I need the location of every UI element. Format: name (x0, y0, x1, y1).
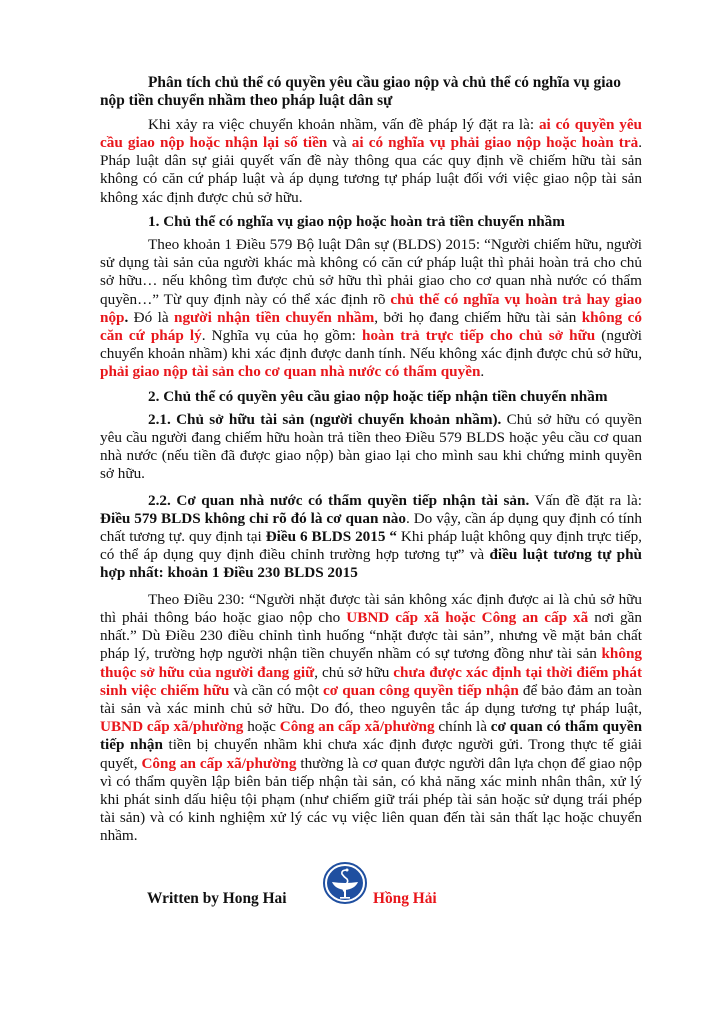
highlight: Công an cấp xã/phường (279, 718, 435, 736)
text: Theo khoản 1 Điều 579 Bộ luật Dân sự (BLDS) 2015: “Người chiếm hữu, người sử dụng tài sản của người khác mà không có căn cứ pháp luật thì phải hoàn trả cho chủ sở hữu… nếu không tìm được chủ sở hữu thì phải giao cho cơ quan nhà nước có thẩm quyền…” Từ quy định này có thể xác định rõ (100, 236, 642, 308)
highlight: phải giao nộp tài sản cho cơ quan nhà nước có thẩm quyền (100, 363, 481, 381)
highlight: người nhận tiền chuyển nhầm (174, 308, 375, 326)
text: và cần có một (229, 681, 323, 699)
signature-footer (147, 862, 487, 918)
highlight: không có căn cứ pháp lý (100, 308, 642, 345)
text: Chủ sở hữu có quyền yêu cầu người đang chiếm hữu hoàn trả tiền theo Điều 579 BLDS hoặc yêu cầu cơ quan nhà nước (nếu tiền đã được giao nộp) bàn giao lại cho mình sau khi chứng minh quyền sở hữu. (100, 410, 642, 483)
text: chính là (434, 718, 491, 736)
subheading: 2.1. Chủ sở hữu tài sản (người chuyển khoản nhầm). (148, 410, 502, 428)
text: . (480, 363, 485, 381)
document-title: Phân tích chủ thể có quyền yêu cầu giao nộp và chủ thể có nghĩa vụ giao nộp tiền chuyển nhầm theo pháp luật dân sự (100, 74, 621, 110)
text: để bảo đảm an toàn tài sản và xác minh chủ sở hữu. Do đó, theo nguyên tắc áp dụng tương tự pháp luật, (100, 681, 642, 717)
text: . (124, 308, 129, 326)
text: . Pháp luật dân sự giải quyết vấn đề này thông qua các quy định về chiếm hữu tài sản không có căn cứ pháp luật và áp dụng tương tự pháp luật đối với việc giao nộp tài sản không xác định được chủ sở hữu. (100, 134, 642, 206)
written-by: Written by Hong Hai (147, 890, 287, 907)
section-2-2-paragraph (100, 492, 642, 583)
text: Đó là (128, 308, 174, 326)
text: và (327, 134, 352, 152)
highlight: UBND cấp xã hoặc Công an cấp xã (346, 608, 589, 626)
section-2-1-paragraph (100, 411, 642, 484)
text: . Do vậy, cần áp dụng quy định có tính chất tương tự. quy định tại (100, 509, 642, 546)
text: (người chuyển khoản nhầm) khi xác định được danh tính. Nếu không xác định được chủ sở hữu, (100, 327, 642, 363)
text: điều luật tương tự phù hợp nhất: khoản 1 Điều 230 BLDS 2015 (100, 546, 642, 582)
text: Điều 579 BLDS không chỉ rõ đó là cơ quan nào (100, 509, 406, 527)
text: Khi xảy ra việc chuyển khoản nhầm, vấn đề pháp lý đặt ra là: (148, 115, 539, 133)
text: , chủ sở hữu (314, 663, 394, 681)
brand-name: Hồng Hải (373, 890, 437, 907)
highlight: hoàn trả trực tiếp cho chủ sở hữu (362, 327, 596, 345)
text: hoặc (243, 718, 280, 736)
text: Khi pháp luật không quy định trực tiếp, có thể áp dụng quy định điều chỉnh trường hợp tương tự” và (100, 528, 642, 564)
highlight: chủ thể có nghĩa vụ hoàn trả hay giao nộp (100, 290, 642, 326)
pharmacy-logo-icon (323, 862, 367, 904)
text: Vấn đề đặt ra là: (529, 491, 642, 509)
text: , bởi họ đang chiếm hữu tài sản (374, 308, 582, 326)
text: Điều 6 BLDS 2015 (265, 528, 386, 546)
highlight: không thuộc sở hữu của người đang giữ (100, 645, 642, 681)
document-page (100, 74, 642, 846)
section-2-heading: 2. Chủ thể có quyền yêu cầu giao nộp hoặc tiếp nhận tiền chuyển nhầm (148, 387, 608, 405)
highlight: ai có nghĩa vụ phải giao nộp hoặc hoàn trả (351, 134, 639, 152)
text: Theo Điều 230: “Người nhặt được tài sản không xác định được ai là chủ sở hữu thì phải thông báo hoặc giao nộp cho (100, 590, 642, 626)
text: “ (385, 528, 397, 546)
highlight: Công an cấp xã/phường (141, 754, 297, 772)
text: cơ quan có thẩm quyền tiếp nhận (100, 718, 643, 754)
highlight: cơ quan công quyền tiếp nhận (322, 681, 519, 699)
text: tiền bị chuyển nhầm khi chưa xác định được người gửi. Trong thực tế giải quyết, (100, 736, 642, 772)
text: . Nghĩa vụ của họ gồm: (201, 327, 363, 345)
highlight: chưa được xác định tại thời điểm phát sinh việc chiếm hữu (100, 663, 643, 699)
section-1-heading: 1. Chủ thể có nghĩa vụ giao nộp hoặc hoàn trả tiền chuyển nhầm (148, 212, 565, 230)
intro-paragraph (100, 116, 642, 207)
section-1-paragraph (100, 236, 642, 382)
subheading: 2.2. Cơ quan nhà nước có thẩm quyền tiếp nhận tài sản. (148, 491, 530, 509)
text: thường là cơ quan được người dân lựa chọn để giao nộp vì có thẩm quyền lập biên bản tiếp nhận tài sản, có khả năng xác minh nhân thân, xử lý khi phát sinh dấu hiệu tội phạm (như chiếm giữ trái phép tài sản hoặc sử dụng trái phép tài sản) và có kinh nghiệm xử lý các vụ việc liên quan đến tài sản thất lạc hoặc chuyển nhầm. (100, 754, 642, 845)
text: nơi gần nhất.” Dù Điều 230 điều chỉnh tình huống “nhặt được tài sản”, nhưng về mặt bản chất pháp lý, trường hợp người nhận tiền chuyển nhầm có sự tương đồng như tài sản (100, 608, 642, 663)
highlight: UBND cấp xã/phường (100, 718, 244, 736)
article-230-paragraph (100, 591, 642, 846)
highlight: ai có quyền yêu cầu giao nộp hoặc nhận lại số tiền (100, 115, 643, 152)
